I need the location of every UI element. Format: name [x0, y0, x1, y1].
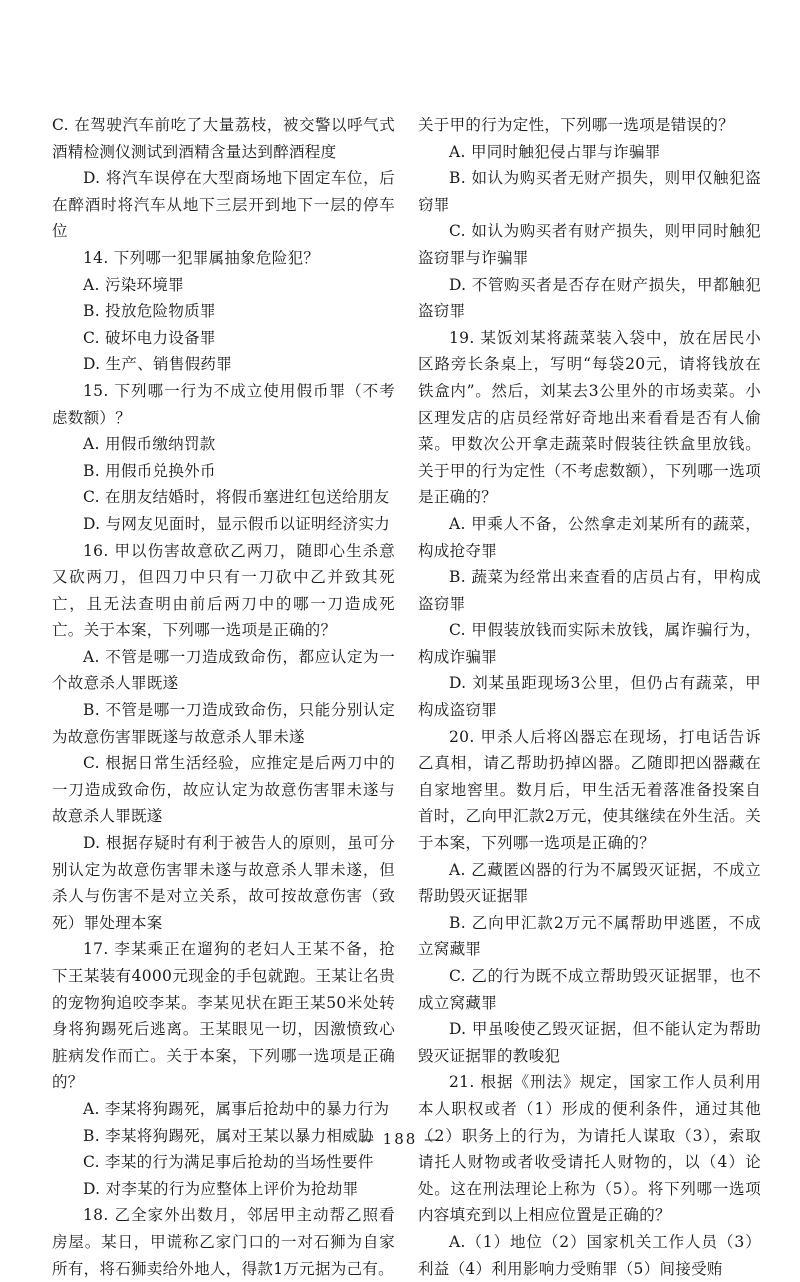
left-paragraph: B. 用假币兑换外币 — [83, 461, 216, 480]
right-paragraph: A. 乙藏匿凶器的行为不属毁灭证据，不成立帮助毁灭证据罪 — [418, 860, 761, 906]
left-column — [52, 112, 395, 1282]
right-paragraph: A. 甲乘人不备，公然拿走刘某所有的蔬菜，构成抢夺罪 — [418, 514, 761, 560]
page-number: — 188 — — [358, 1130, 442, 1148]
left-paragraph: A. 不管是哪一刀造成致命伤，都应认定为一个故意杀人罪既遂 — [52, 647, 395, 693]
left-paragraph: C. 根据日常生活经验，应推定是后两刀中的一刀造成致命伤，故应认定为故意伤害罪未遂与故意杀人罪既遂 — [52, 754, 395, 826]
right-paragraph: C. 甲假装放钱而实际未放钱，属诈骗行为，构成诈骗罪 — [418, 621, 761, 666]
right-column — [418, 112, 761, 1282]
left-paragraph: A. 用假币缴纳罚款 — [83, 435, 216, 454]
right-paragraph: D. 不管购买者是否存在财产损失，甲都触犯盗窃罪 — [418, 275, 761, 321]
right-paragraph: 21. 根据《刑法》规定，国家工作人员利用本人职权或者（1）形成的便利条件，通过其他（2）职务上的行为，为请托人谋取（3），索取请托人财物或者收受请托人财物的，以（4）论处。这在刑法理论上称为（5）。将下列哪一选项内容填充到以上相应位置是正确的？ — [418, 1073, 761, 1225]
left-paragraph: C. 破坏电力设备罪 — [83, 328, 216, 347]
left-paragraph: 17. 李某乘正在遛狗的老妇人王某不备，抢下王某装有4000元现金的手包就跑。王某让名贵的宠物狗追咬李某。李某见状在距王某50米处转身将狗踢死后逃离。王某眼见一切，因激愤致心脏病发作而亡。关于本案，下列哪一选项是正确的？ — [52, 940, 395, 1092]
right-paragraph: 19. 某饭刘某将蔬菜装入袋中，放在居民小区路旁长条桌上，写明“每袋20元，请将钱放在铁盒内”。然后，刘某去3公里外的市场卖菜。小区理发店的店员经常好奇地出来看看是否有人偷菜。甲数次公开拿走蔬菜时假装往铁盒里放钱。关于甲的行为定性（不考虑数额），下列哪一选项是正确的？ — [418, 328, 761, 507]
left-paragraph: B. 投放危险物质罪 — [83, 302, 216, 321]
right-paragraph: C. 乙的行为既不成立帮助毁灭证据罪，也不成立窝藏罪 — [418, 967, 761, 1012]
right-paragraph: D. 甲虽唆使乙毁灭证据，但不能认定为帮助毁灭证据罪的教唆犯 — [418, 1020, 761, 1065]
left-paragraph: 16. 甲以伤害故意砍乙两刀，随即心生杀意又砍两刀，但四刀中只有一刀砍中乙并致其死亡，且无法查明由前后两刀中的哪一刀造成死亡。关于本案，下列哪一选项是正确的？ — [52, 541, 395, 640]
left-paragraph: D. 生产、销售假药罪 — [83, 355, 233, 374]
right-paragraph: B. 蔬菜为经常出来查看的店员占有，甲构成盗窃罪 — [418, 568, 761, 613]
left-paragraph: D. 将汽车误停在大型商场地下固定车位，后在醉酒时将汽车从地下三层开到地下一层的停车位 — [52, 169, 395, 241]
right-paragraph: A.（1）地位（2）国家机关工作人员（3）利益（4）利用影响力受贿罪（5）间接受贿 — [418, 1232, 761, 1278]
left-paragraph: A. 李某将狗踢死，属事后抢劫中的暴力行为 — [83, 1099, 390, 1118]
right-paragraph: B. 如认为购买者无财产损失，则甲仅触犯盗窃罪 — [418, 169, 761, 214]
left-paragraph: B. 李某将狗踢死，属对王某以暴力相威胁 — [83, 1126, 374, 1145]
right-paragraph: B. 乙向甲汇款2万元不属帮助甲逃匿，不成立窝藏罪 — [418, 913, 761, 959]
left-paragraph: 15. 下列哪一行为不成立使用假币罪（不考虑数额）？ — [52, 381, 395, 427]
left-paragraph: C. 李某的行为满足事后抢劫的当场性要件 — [83, 1153, 374, 1172]
left-paragraph: B. 不管是哪一刀造成致命伤，只能分别认定为故意伤害罪既遂与故意杀人罪未遂 — [52, 701, 395, 746]
right-paragraph: A. 甲同时触犯侵占罪与诈骗罪 — [449, 142, 661, 161]
right-paragraph: D. 刘某虽距现场3公里，但仍占有蔬菜，甲构成盗窃罪 — [418, 674, 761, 720]
right-paragraph: 20. 甲杀人后将凶器忘在现场，打电话告诉乙真相，请乙帮助扔掉凶器。乙随即把凶器藏在自家地窖里。数月后，甲生活无着落准备投案自首时，乙向甲汇款2万元，使其继续在外生活。关于本案，下列哪一选项是正确的？ — [418, 727, 761, 853]
right-paragraph: C. 如认为购买者有财产损失，则甲同时触犯盗窃罪与诈骗罪 — [418, 222, 761, 267]
right-paragraph: 关于甲的行为定性，下列哪一选项是错误的？ — [418, 116, 735, 134]
left-paragraph: D. 根据存疑时有利于被告人的原则，虽可分别认定为故意伤害罪未遂与故意杀人罪未遂，但杀人与伤害不是对立关系，故可按故意伤害（致死）罪处理本案 — [52, 834, 395, 932]
left-paragraph: 14. 下列哪一犯罪属抽象危险犯？ — [83, 248, 320, 267]
left-paragraph: D. 与网友见面时，显示假币以证明经济实力 — [83, 514, 391, 533]
left-paragraph: D. 对李某的行为应整体上评价为抢劫罪 — [83, 1179, 359, 1198]
left-paragraph: A. 污染环境罪 — [83, 275, 184, 294]
left-paragraph: C. 在驾驶汽车前吃了大量荔枝，被交警以呼气式酒精检测仪测试到酒精含量达到醉酒程度 — [52, 116, 395, 161]
left-paragraph: 18. 乙全家外出数月，邻居甲主动帮乙照看房屋。某日，甲谎称乙家门口的一对石狮为自家所有，将石狮卖给外地人，得款1万元据为己有。 — [52, 1206, 395, 1278]
left-paragraph: C. 在朋友结婚时，将假币塞进红包送给朋友 — [83, 488, 390, 507]
